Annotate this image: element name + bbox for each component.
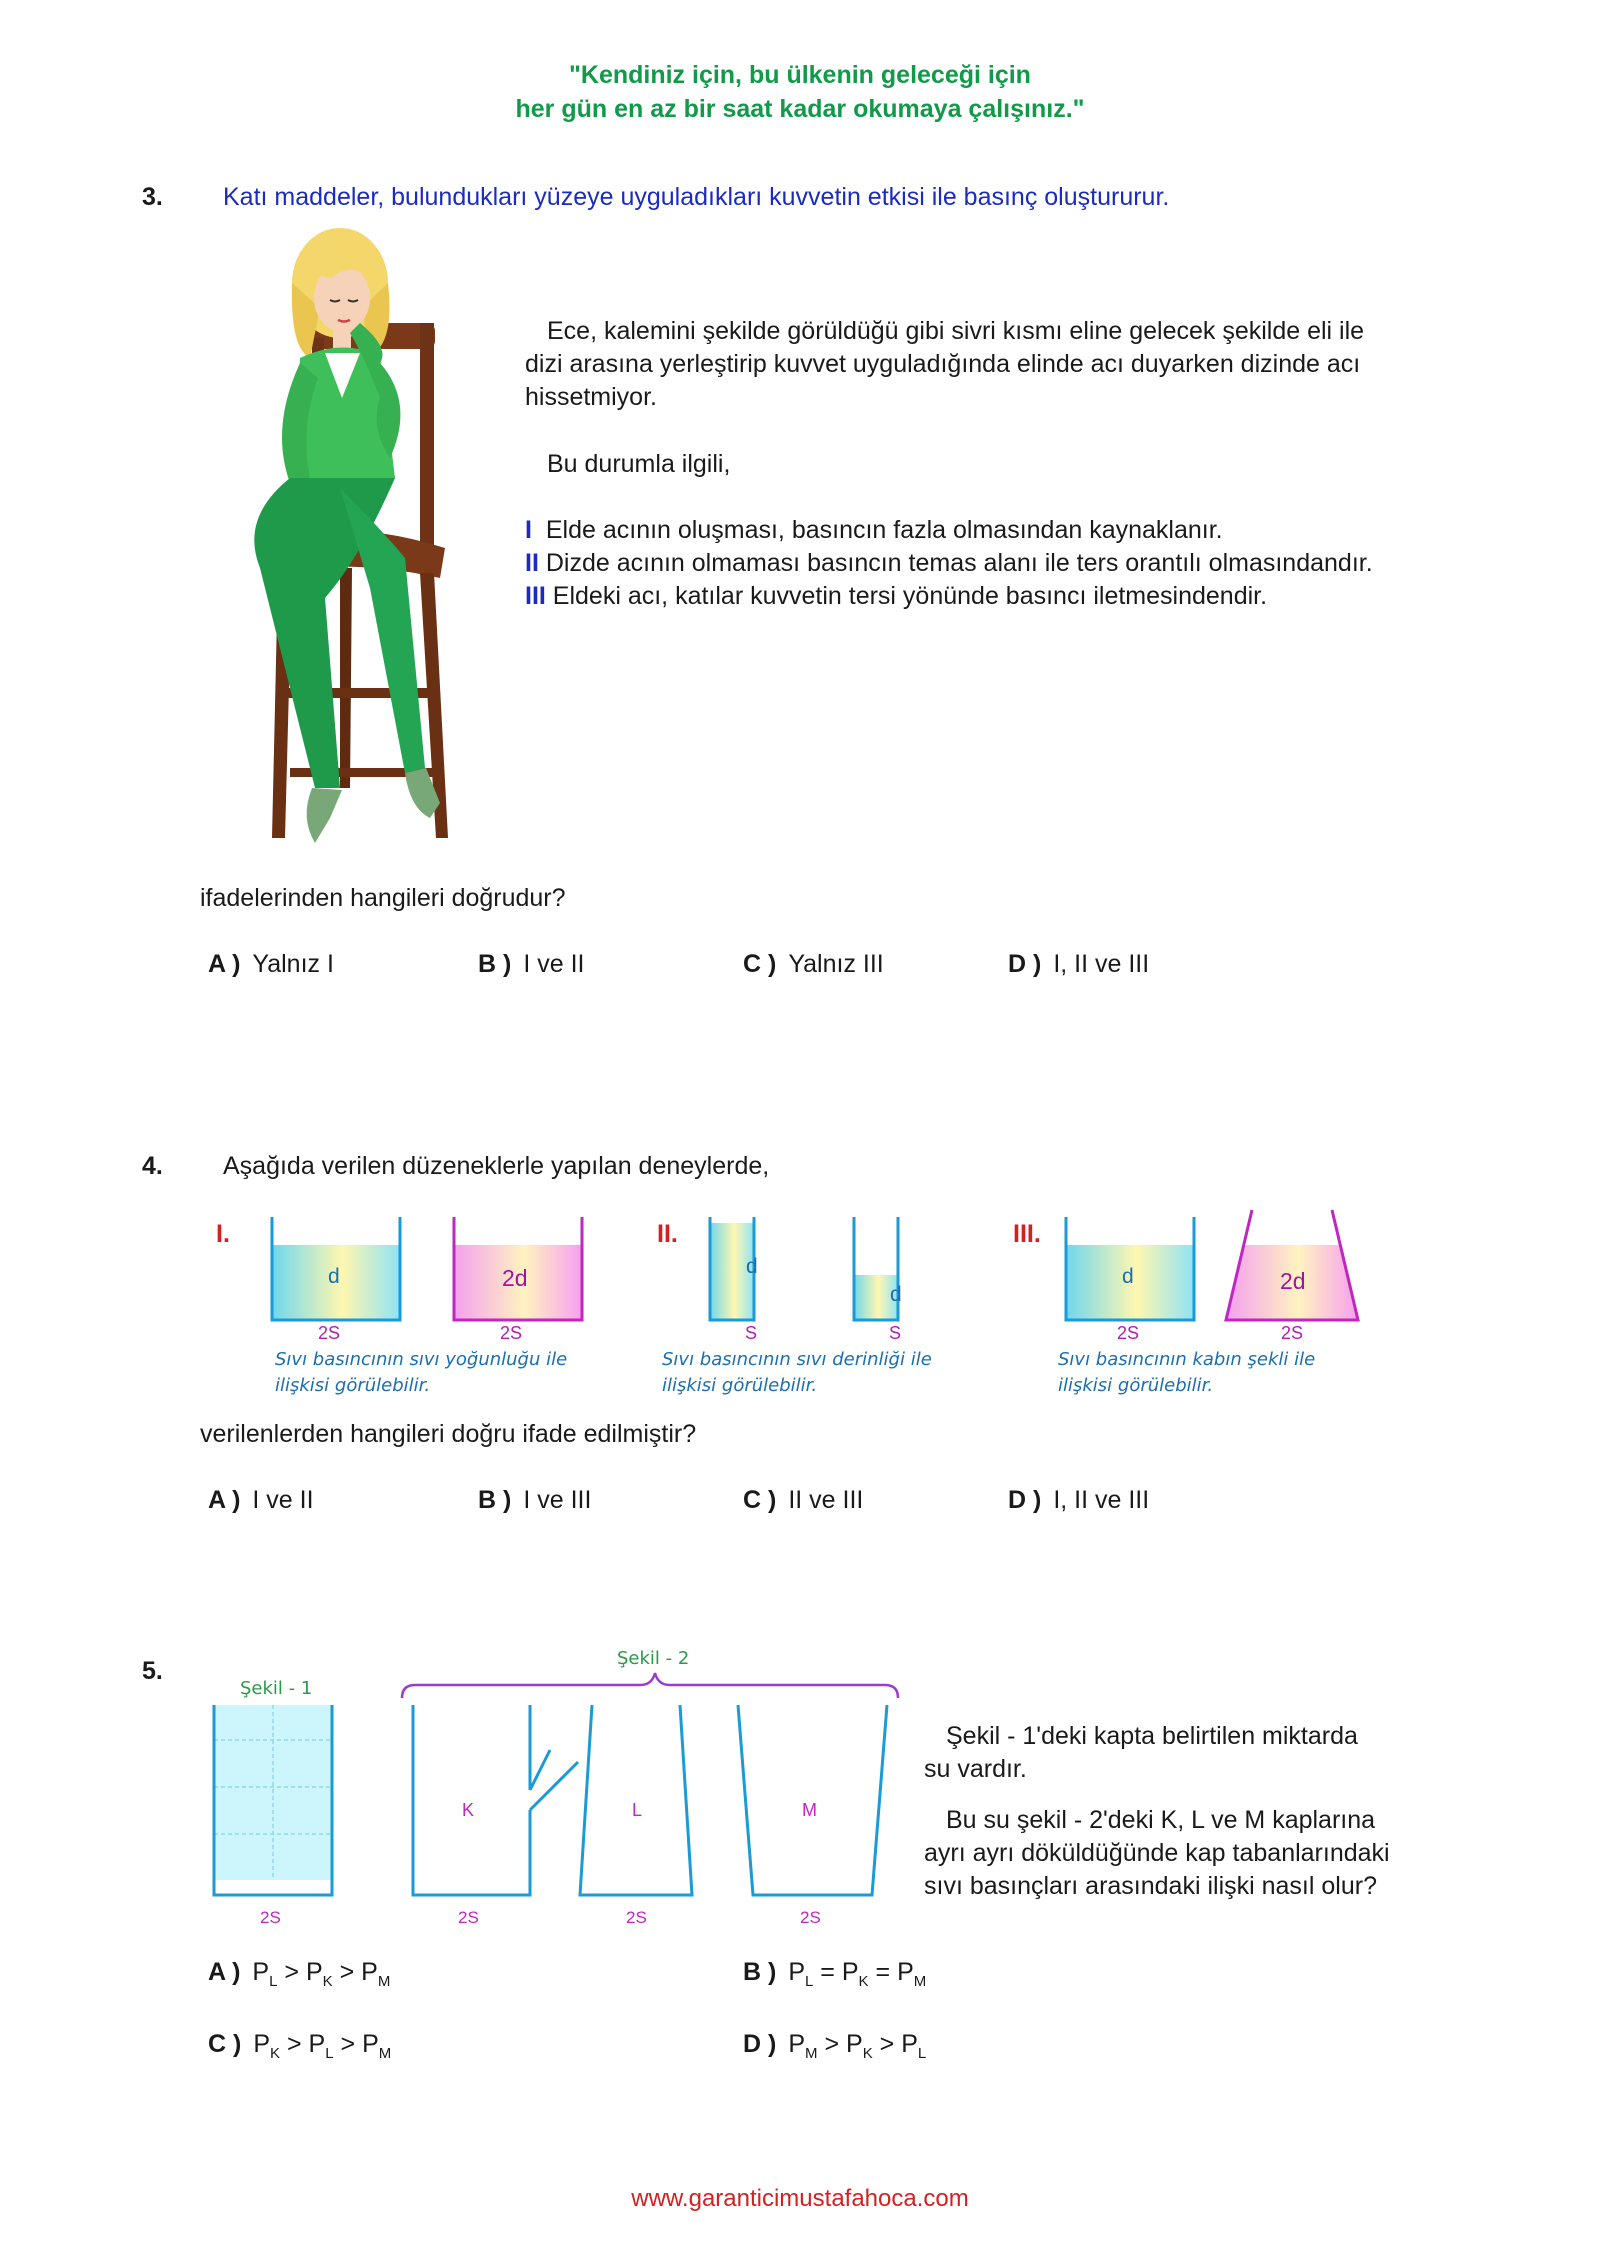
setup-2-left-density: d [746, 1255, 758, 1278]
setup-2-right-base: S [889, 1323, 902, 1343]
question-5-text: Şekil - 1'deki kapta belirtilen miktarda su vardır. Bu su şekil - 2'deki K, L ve M kaplarına ayrı ayrı döküldüğünde kap tabanlarındaki sıvı basınçları arasındaki ilişki nasıl olur? [924, 1722, 1390, 1900]
setup-1-roman: I. [216, 1220, 230, 1248]
container-k-base: 2S [458, 1908, 479, 1927]
question-3-statements [525, 514, 1373, 613]
setup-3-right-base: 2S [1281, 1323, 1304, 1343]
q3-option-b[interactable]: B ) I ve II [478, 950, 585, 978]
question-3-number: 3. [142, 183, 163, 211]
q4-option-a[interactable]: A ) I ve II [208, 1486, 314, 1514]
figure-1-base: 2S [260, 1908, 281, 1927]
q5-option-d[interactable]: D ) $P_M > P_K > P_L$ [743, 2030, 927, 2062]
q5-option-a[interactable]: A ) $P_L > P_K > P_M$ [208, 1958, 391, 1990]
question-4-prompt: verilenlerden hangileri doğru ifade edilmiştir? [200, 1420, 697, 1448]
statement-3: III Eldeki acı, katılar kuvvetin tersi yönünde basıncı iletmesindendir. [525, 582, 1268, 610]
setup-1-right-base: 2S [500, 1323, 523, 1343]
question-5-number: 5. [142, 1657, 163, 1685]
container-m-label: M [802, 1800, 817, 1820]
q5-option-b[interactable]: B ) $P_L = P_K = P_M$ [743, 1958, 927, 1990]
motivational-quote [0, 58, 1600, 126]
setup-1-left-density: d [328, 1265, 340, 1288]
q4-option-c[interactable]: C ) II ve III [743, 1486, 864, 1514]
container-m-base: 2S [800, 1908, 821, 1927]
setup-1-right-density: 2d [502, 1265, 528, 1291]
para1-line1: Ece, kalemini şekilde görüldüğü gibi sivri kısmı eline gelecek şekilde eli ile [547, 317, 1365, 345]
setup-1-left-base: 2S [318, 1323, 341, 1343]
question-4-intro: Aşağıda verilen düzeneklerle yapılan deneylerde, [223, 1152, 770, 1180]
setup-3-roman: III. [1013, 1220, 1041, 1248]
setup-2-roman: II. [657, 1220, 678, 1248]
question-3-intro: Katı maddeler, bulundukları yüzeye uyguladıkları kuvvetin etkisi ile basınç oluştururur. [223, 183, 1170, 211]
question-3-lead: Bu durumla ilgili, [547, 450, 731, 478]
q3-option-c[interactable]: C ) Yalnız III [743, 950, 884, 978]
setup-3-left-density: d [1122, 1265, 1134, 1288]
setup-3-right-density: 2d [1280, 1268, 1306, 1294]
q5-option-c[interactable]: C ) $P_K > P_L > P_M$ [208, 2030, 392, 2062]
q4-option-d[interactable]: D ) I, II ve III [1008, 1486, 1150, 1514]
statement-1: I Elde acının oluşması, basıncın fazla olmasından kaynaklanır. [525, 516, 1223, 544]
setup-1-caption: Sıvı basıncının sıvı yoğunluğu ile ilişkisi görülebilir. [275, 1349, 568, 1396]
setup-3-caption: Sıvı basıncının kabın şekli ile ilişkisi görülebilir. [1058, 1349, 1316, 1396]
q4-option-b[interactable]: B ) I ve III [478, 1486, 592, 1514]
question-3-paragraph [525, 315, 1555, 414]
quote-line-1: "Kendiniz için, bu ülkenin geleceği için [569, 61, 1031, 89]
quote-line-2: her gün en az bir saat kadar okumaya çalışınız." [515, 95, 1085, 123]
question-3-prompt: ifadelerinden hangileri doğrudur? [200, 884, 566, 912]
question-4-number: 4. [142, 1152, 163, 1180]
statement-2: II Dizde acının olmaması basıncın temas alanı ile ters orantılı olmasındandır. [525, 549, 1373, 577]
q3-option-a[interactable]: A ) Yalnız I [208, 950, 334, 978]
setup-2-right-density: d [890, 1283, 902, 1306]
container-l-label: L [632, 1800, 643, 1820]
setup-2-caption: Sıvı basıncının sıvı derinliği ile ilişkisi görülebilir. [662, 1349, 932, 1396]
container-l-base: 2S [626, 1908, 647, 1927]
setup-3-left-base: 2S [1117, 1323, 1140, 1343]
para1-line2: dizi arasına yerleştirip kuvvet uyguladığında elinde acı duyarken dizinde acı [525, 350, 1361, 378]
para1-line3: hissetmiyor. [525, 383, 657, 411]
footer-website-link[interactable]: www.garanticimustafahoca.com [631, 2185, 969, 2212]
woman-on-chair-illustration [230, 228, 480, 848]
container-k-label: K [462, 1800, 475, 1820]
setup-2-left-base: S [745, 1323, 758, 1343]
figure-2-label: Şekil - 2 [617, 1648, 690, 1669]
figure-1-label: Şekil - 1 [240, 1678, 313, 1699]
q3-option-d[interactable]: D ) I, II ve III [1008, 950, 1150, 978]
